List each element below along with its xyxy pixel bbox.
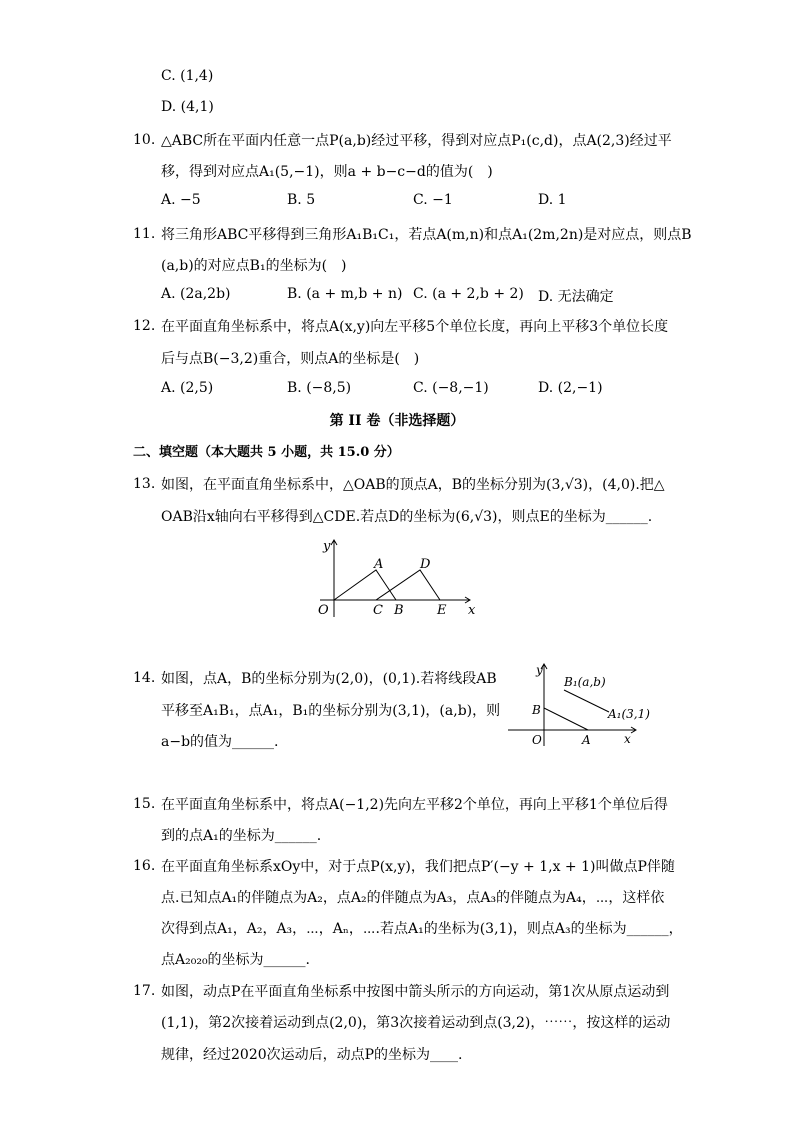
label-a: A (374, 557, 384, 572)
y-axis-label: y (536, 663, 543, 677)
label-b: B (532, 703, 541, 717)
option-a: A. (2a,2b) (161, 286, 231, 302)
label-e: E (437, 603, 447, 618)
option-d: D. (2,−1) (538, 380, 603, 396)
question-text: 规律，经过2020次运动后，动点P的坐标为____. (161, 1047, 463, 1063)
question-number: 11. (133, 226, 156, 242)
question-number: 12. (133, 318, 156, 334)
question-text: 在平面直角坐标系中，将点A(−1,2)先向左平移2个单位，再向上平移1个单位后得 (161, 797, 668, 813)
label-a1: A₁(3,1) (608, 707, 650, 721)
section-header: 二、填空题（本大题共 5 小题，共 15.0 分） (133, 445, 400, 460)
question-text: 到的点A₁的坐标为______. (161, 828, 322, 844)
question-text: 如图，在平面直角坐标系中，△OAB的顶点A，B的坐标分别为(3,√3)，(4,0).把△ (161, 477, 665, 493)
question-text: 在平面直角坐标系xOy中，对于点P(x,y)，我们把点P′(−y + 1,x + 1)叫做点P伴随 (161, 859, 675, 875)
label-o: O (318, 603, 329, 618)
figure-q14 (500, 656, 650, 748)
question-number: 14. (133, 670, 156, 686)
question-text: 点.已知点A₁的伴随点为A₂，点A₂的伴随点为A₃，点A₃的伴随点为A₄，⋯，这样依 (161, 890, 665, 906)
option-c: C. −1 (413, 192, 453, 208)
option-c: C. (−8,−1) (413, 380, 489, 396)
question-text: 如图，点A，B的坐标分别为(2,0)，(0,1).若将线段AB (161, 671, 497, 687)
question-text: 次得到点A₁，A₂，A₃，⋯，Aₙ，⋯.若点A₁的坐标为(3,1)，则点A₃的坐标为______， (161, 921, 683, 937)
label-b: B (394, 603, 404, 618)
question-number: 16. (133, 858, 156, 874)
label-b1: B₁(a,b) (564, 675, 606, 689)
question-text: 点A₂₀₂₀的坐标为______. (161, 952, 311, 968)
question-text: (a,b)的对应点B₁的坐标为( ) (161, 258, 347, 274)
question-text: 如图，动点P在平面直角坐标系中按图中箭头所示的方向运动，第1次从原点运动到 (161, 984, 670, 1000)
figure-q13 (310, 532, 490, 622)
option-b: B. (−8,5) (287, 380, 352, 396)
question-text: △ABC所在平面内任意一点P(a,b)经过平移，得到对应点P₁(c,d)，点A(2,3)经过平 (161, 133, 672, 149)
question-text: 在平面直角坐标系中，将点A(x,y)向左平移5个单位长度，再向上平移3个单位长度 (161, 319, 669, 335)
label-d: D (420, 557, 431, 572)
option-d: D. 无法确定 (538, 289, 614, 305)
x-axis-label: x (468, 603, 476, 618)
option-a: A. (2,5) (161, 380, 214, 396)
option-a: A. −5 (161, 192, 201, 208)
question-text: 移，得到对应点A₁(5,−1)，则a + b−c−d的值为( ) (161, 164, 493, 180)
label-o: O (532, 733, 542, 747)
question-text: OAB沿x轴向右平移得到△CDE.若点D的坐标为(6,√3)，则点E的坐标为______. (161, 509, 653, 525)
question-text: (1,1)，第2次接着运动到点(2,0)，第3次接着运动到点(3,2)，⋯⋯，按这样的运动 (161, 1015, 671, 1031)
label-c: C (373, 603, 383, 618)
y-axis-label: y (323, 539, 331, 554)
question-text: 平移至A₁B₁，点A₁，B₁的坐标分别为(3,1)，(a,b)，则 (161, 703, 501, 719)
question-number: 17. (133, 983, 156, 999)
question-number: 15. (133, 796, 156, 812)
question-text: 后与点B(−3,2)重合，则点A的坐标是( ) (161, 351, 420, 367)
section-title: 第 II 卷（非选择题） (329, 413, 465, 429)
question-number: 13. (133, 476, 156, 492)
option-c: C. (1,4) (161, 68, 214, 84)
question-number: 10. (133, 132, 156, 148)
label-a: A (582, 733, 591, 747)
x-axis-label: x (624, 732, 631, 746)
question-text: 将三角形ABC平移得到三角形A₁B₁C₁，若点A(m,n)和点A₁(2m,2n)是对应点，则点B (161, 227, 692, 243)
question-text: a−b的值为______. (161, 734, 279, 750)
option-c: C. (a + 2,b + 2) (413, 286, 524, 302)
option-b: B. (a + m,b + n) (287, 286, 403, 302)
option-d: D. 1 (538, 192, 567, 208)
option-d: D. (4,1) (161, 99, 214, 115)
option-b: B. 5 (287, 192, 316, 208)
